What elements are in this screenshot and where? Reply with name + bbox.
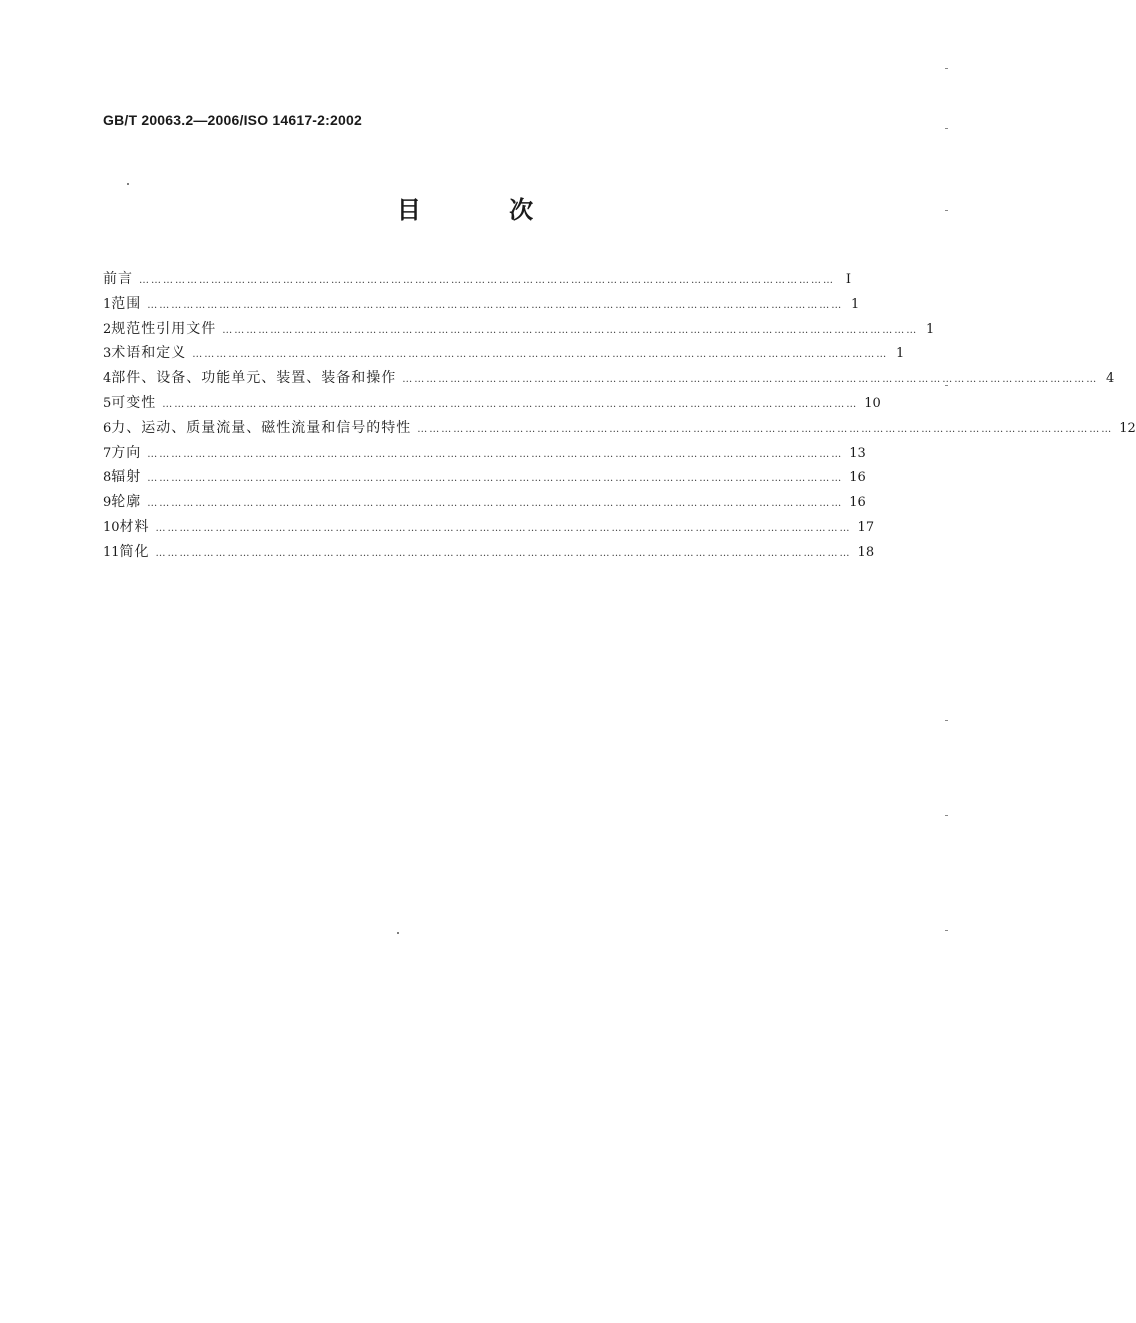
toc-entry-page: 1 (851, 296, 860, 312)
standard-header: GB/T 20063.2—2006/ISO 14617-2:2002 (103, 112, 362, 128)
toc-entry-9[interactable] (103, 491, 866, 516)
toc-leader: ………………………………………………………………………………………………………………………………………………………… (417, 423, 1114, 435)
toc-leader: ………………………………………………………………………………………………………………………………………………………… (222, 324, 919, 336)
scan-edge-mark (945, 210, 948, 211)
toc-entry-page: 16 (849, 495, 866, 511)
toc-entry-label: 范围 (111, 295, 142, 312)
toc-entry-number: 7 (103, 445, 112, 461)
toc-leader: ………………………………………………………………………………………………………………………………………………………… (147, 498, 844, 510)
toc-entry-page: 1 (896, 346, 905, 362)
toc-entry-number: 9 (103, 495, 112, 511)
toc-title: 目 次 (396, 195, 574, 224)
toc-entry-5[interactable] (103, 392, 881, 417)
toc-entry-10[interactable] (103, 516, 875, 541)
toc-entry-number: 4 (103, 371, 112, 387)
toc-entry-page: 13 (849, 445, 866, 461)
scan-edge-mark (945, 128, 948, 129)
toc-entry-8[interactable] (103, 466, 866, 491)
toc-entry-foreword[interactable] (103, 268, 851, 293)
toc-leader: ………………………………………………………………………………………………………………………………………………………… (147, 473, 844, 485)
toc-leader: ………………………………………………………………………………………………………………………………………………………… (162, 398, 859, 410)
toc-entry-page: 10 (864, 395, 881, 411)
toc-entry-number: 3 (103, 346, 112, 362)
toc-entry-1[interactable] (103, 293, 860, 318)
toc-entry-6[interactable] (103, 417, 1136, 442)
toc-entry-number: 1 (103, 296, 112, 312)
toc-leader: ………………………………………………………………………………………………………………………………………………………… (155, 522, 852, 534)
toc-entry-number: 8 (103, 470, 112, 486)
toc-entry-page: 18 (857, 544, 875, 560)
table-of-contents (103, 268, 1136, 566)
toc-leader: ………………………………………………………………………………………………………………………………………………………… (402, 374, 1099, 386)
toc-entry-label: 辐射 (111, 469, 142, 486)
toc-entry-page: I (845, 272, 851, 287)
toc-leader: ………………………………………………………………………………………………………………………………………………………… (139, 275, 835, 286)
toc-leader: ………………………………………………………………………………………………………………………………………………………… (147, 299, 844, 311)
toc-entry-number: 11 (103, 544, 120, 560)
toc-entry-label: 术语和定义 (111, 345, 187, 362)
scan-edge-mark (945, 815, 948, 816)
scan-edge-mark (945, 930, 948, 931)
toc-entry-label: 方向 (111, 444, 142, 461)
toc-entry-page: 4 (1106, 371, 1115, 387)
toc-entry-3[interactable] (103, 342, 905, 367)
scan-speck (397, 932, 399, 934)
toc-entry-label: 简化 (119, 543, 150, 560)
toc-entry-number: 2 (103, 321, 112, 337)
toc-entry-4[interactable] (103, 367, 1115, 392)
toc-entry-page: 17 (857, 519, 875, 535)
toc-entry-label: 力、运动、质量流量、磁性流量和信号的特性 (111, 419, 412, 436)
toc-entry-2[interactable] (103, 318, 935, 343)
toc-entry-7[interactable] (103, 442, 866, 467)
toc-entry-label: 轮廓 (111, 494, 142, 511)
toc-entry-page: 16 (849, 470, 866, 486)
toc-entry-label: 规范性引用文件 (111, 320, 217, 337)
toc-entry-11[interactable] (103, 541, 875, 566)
scan-edge-mark (945, 68, 948, 69)
toc-leader: ………………………………………………………………………………………………………………………………………………………… (155, 547, 852, 559)
scan-speck (127, 183, 129, 185)
toc-entry-label: 前言 (103, 271, 133, 287)
toc-entry-number: 5 (103, 395, 112, 411)
toc-entry-page: 1 (926, 321, 935, 337)
toc-entry-page: 12 (1119, 420, 1136, 436)
toc-entry-number: 6 (103, 420, 112, 436)
toc-entry-label: 材料 (119, 518, 150, 535)
toc-leader: ………………………………………………………………………………………………………………………………………………………… (192, 349, 889, 361)
toc-entry-number: 10 (103, 519, 120, 535)
scan-edge-mark (945, 385, 948, 386)
toc-entry-label: 可变性 (111, 394, 157, 411)
toc-entry-label: 部件、设备、功能单元、装置、装备和操作 (111, 370, 397, 387)
toc-leader: ………………………………………………………………………………………………………………………………………………………… (147, 448, 844, 460)
scan-edge-mark (945, 720, 948, 721)
